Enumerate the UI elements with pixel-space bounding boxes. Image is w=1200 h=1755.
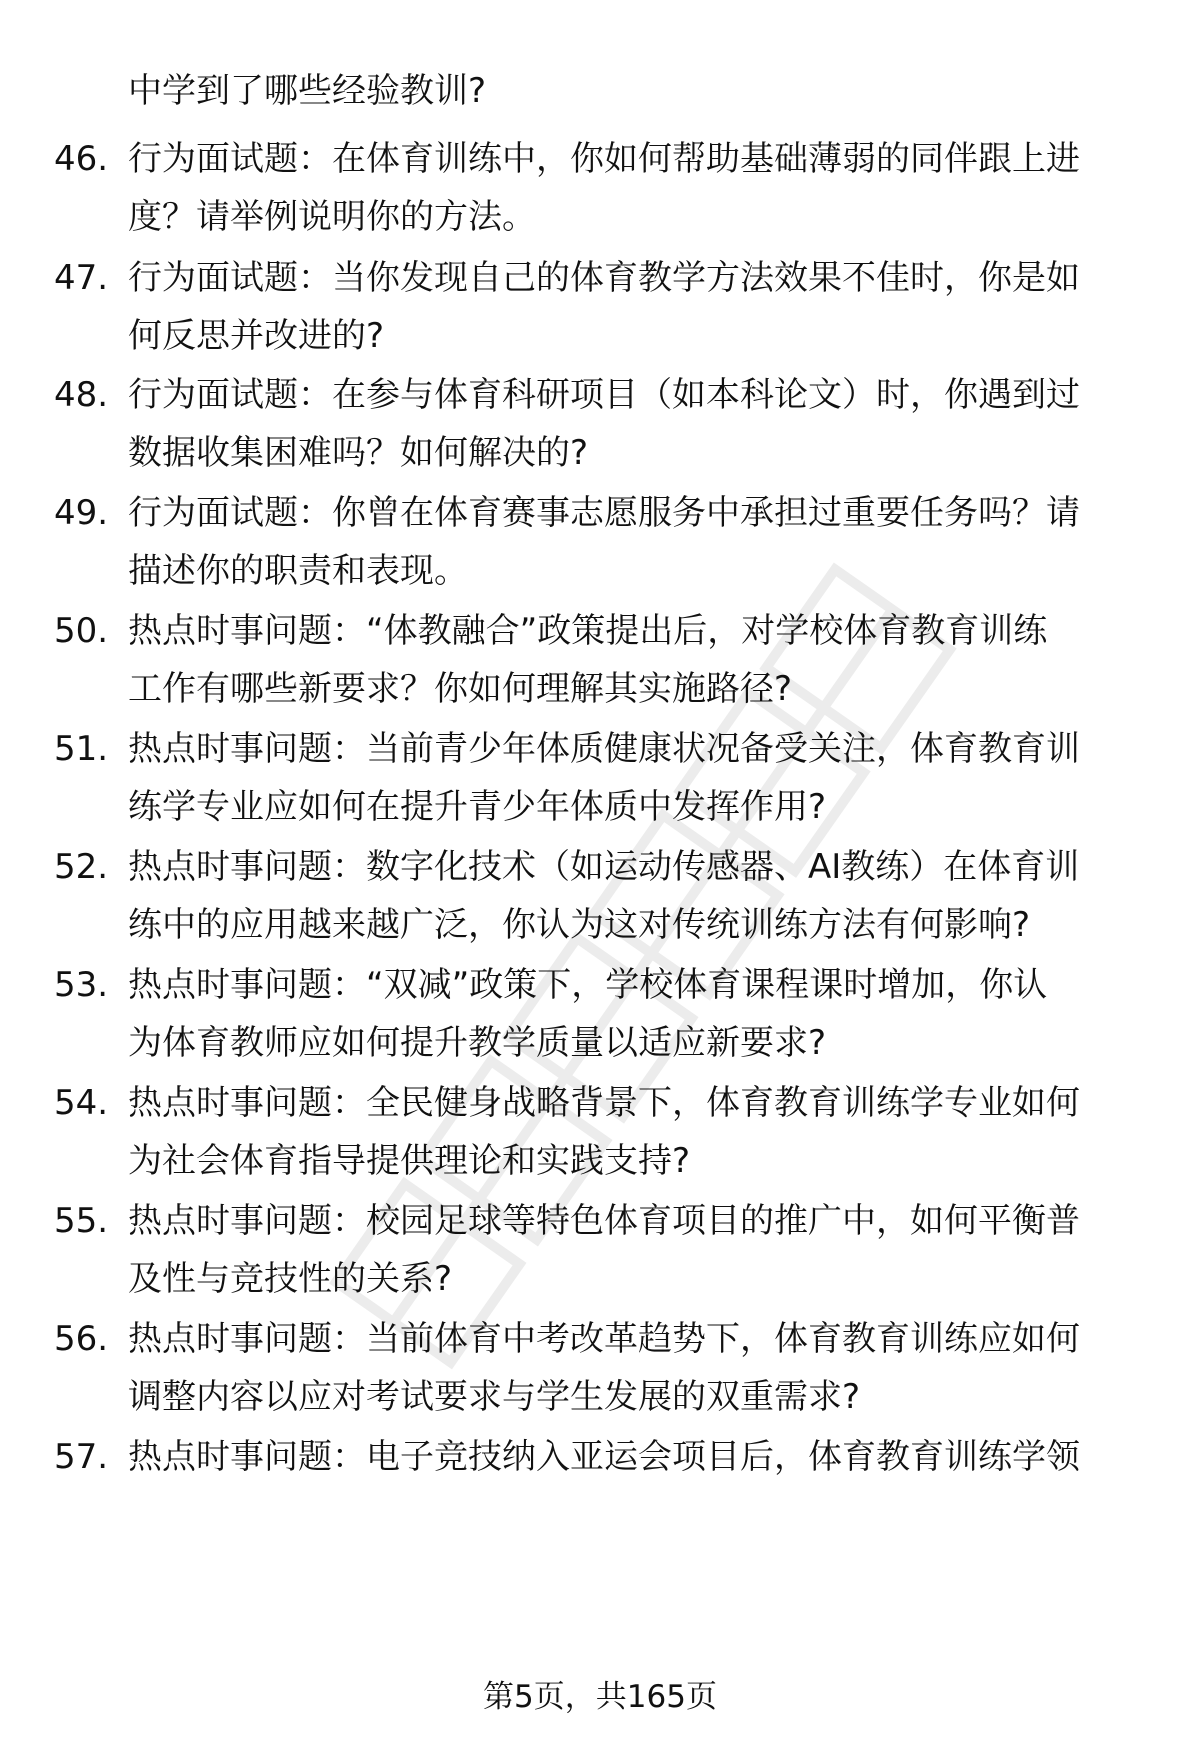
question-text: [128, 130, 1138, 246]
question-text: [128, 1192, 1138, 1308]
question-item: [0, 1192, 1200, 1312]
question-number: 50.: [54, 611, 109, 651]
question-number: 47.: [54, 258, 109, 298]
question-line: 何反思并改进的?: [128, 316, 385, 356]
question-text: [128, 956, 1138, 1072]
question-text: [128, 366, 1138, 482]
question-text: [128, 484, 1138, 600]
question-line: 热点时事问题：数字化技术（如运动传感器、AI教练）在体育训: [128, 847, 1080, 887]
question-number: 46.: [54, 139, 109, 179]
question-item: [0, 1428, 1200, 1488]
question-line: 行为面试题：在参与体育科研项目（如本科论文）时，你遇到过: [128, 375, 1080, 415]
question-number: 56.: [54, 1319, 109, 1359]
question-number: 55.: [54, 1201, 109, 1241]
question-line: 热点时事问题：“双减”政策下，学校体育课程课时增加，你认: [128, 965, 1048, 1005]
question-number: 49.: [54, 493, 109, 533]
question-number: 54.: [54, 1083, 109, 1123]
question-item: [0, 484, 1200, 604]
question-item: [0, 1074, 1200, 1194]
question-item: [0, 720, 1200, 840]
question-line: 描述你的职责和表现。: [128, 551, 468, 591]
question-text: [128, 1428, 1138, 1486]
question-line: 行为面试题：在体育训练中，你如何帮助基础薄弱的同伴跟上进: [128, 139, 1080, 179]
question-line: 及性与竞技性的关系?: [128, 1259, 453, 1299]
question-line: 为社会体育指导提供理论和实践支持?: [128, 1141, 691, 1181]
question-line: 练学专业应如何在提升青少年体质中发挥作用?: [128, 787, 827, 827]
question-item: [0, 838, 1200, 958]
question-item: [0, 956, 1200, 1076]
question-line: 热点时事问题：当前体育中考改革趋势下，体育教育训练应如何: [128, 1319, 1080, 1359]
question-line: 热点时事问题：校园足球等特色体育项目的推广中，如何平衡普: [128, 1201, 1080, 1241]
question-text: [128, 838, 1138, 954]
question-line: 热点时事问题：全民健身战略背景下，体育教育训练学专业如何: [128, 1083, 1080, 1123]
question-number: 48.: [54, 375, 109, 415]
question-line: 度？请举例说明你的方法。: [128, 197, 536, 237]
question-line: 行为面试题：当你发现自己的体育教学方法效果不佳时，你是如: [128, 258, 1080, 298]
question-line: 为体育教师应如何提升教学质量以适应新要求?: [128, 1023, 827, 1063]
question-line: 行为面试题：你曾在体育赛事志愿服务中承担过重要任务吗？请: [128, 493, 1080, 533]
question-item: [0, 130, 1200, 250]
question-item: [0, 249, 1200, 369]
question-text: [128, 602, 1138, 718]
question-item: [0, 1310, 1200, 1430]
question-line: 热点时事问题：当前青少年体质健康状况备受关注，体育教育训: [128, 729, 1080, 769]
question-text: [128, 1074, 1138, 1190]
question-text: [128, 720, 1138, 836]
question-line: 热点时事问题：电子竞技纳入亚运会项目后，体育教育训练学领: [128, 1437, 1080, 1477]
question-number: 53.: [54, 965, 109, 1005]
question-number: 57.: [54, 1437, 109, 1477]
question-line: 热点时事问题：“体教融合”政策提出后，对学校体育教育训练: [128, 611, 1048, 651]
question-number: 52.: [54, 847, 109, 887]
question-line: 工作有哪些新要求？你如何理解其实施路径?: [128, 669, 793, 709]
question-text: [128, 1310, 1138, 1426]
page-footer: 第5页，共165页: [483, 1679, 717, 1715]
question-line: 练中的应用越来越广泛，你认为这对传统训练方法有何影响?: [128, 905, 1031, 945]
question-item: [0, 366, 1200, 486]
question-line: 数据收集困难吗？如何解决的?: [128, 433, 589, 473]
question-number: 51.: [54, 729, 109, 769]
question-text: [128, 249, 1138, 365]
question-item: [0, 602, 1200, 722]
question-line: 调整内容以应对考试要求与学生发展的双重需求?: [128, 1377, 861, 1417]
continuation-line: 中学到了哪些经验教训?: [128, 71, 487, 111]
